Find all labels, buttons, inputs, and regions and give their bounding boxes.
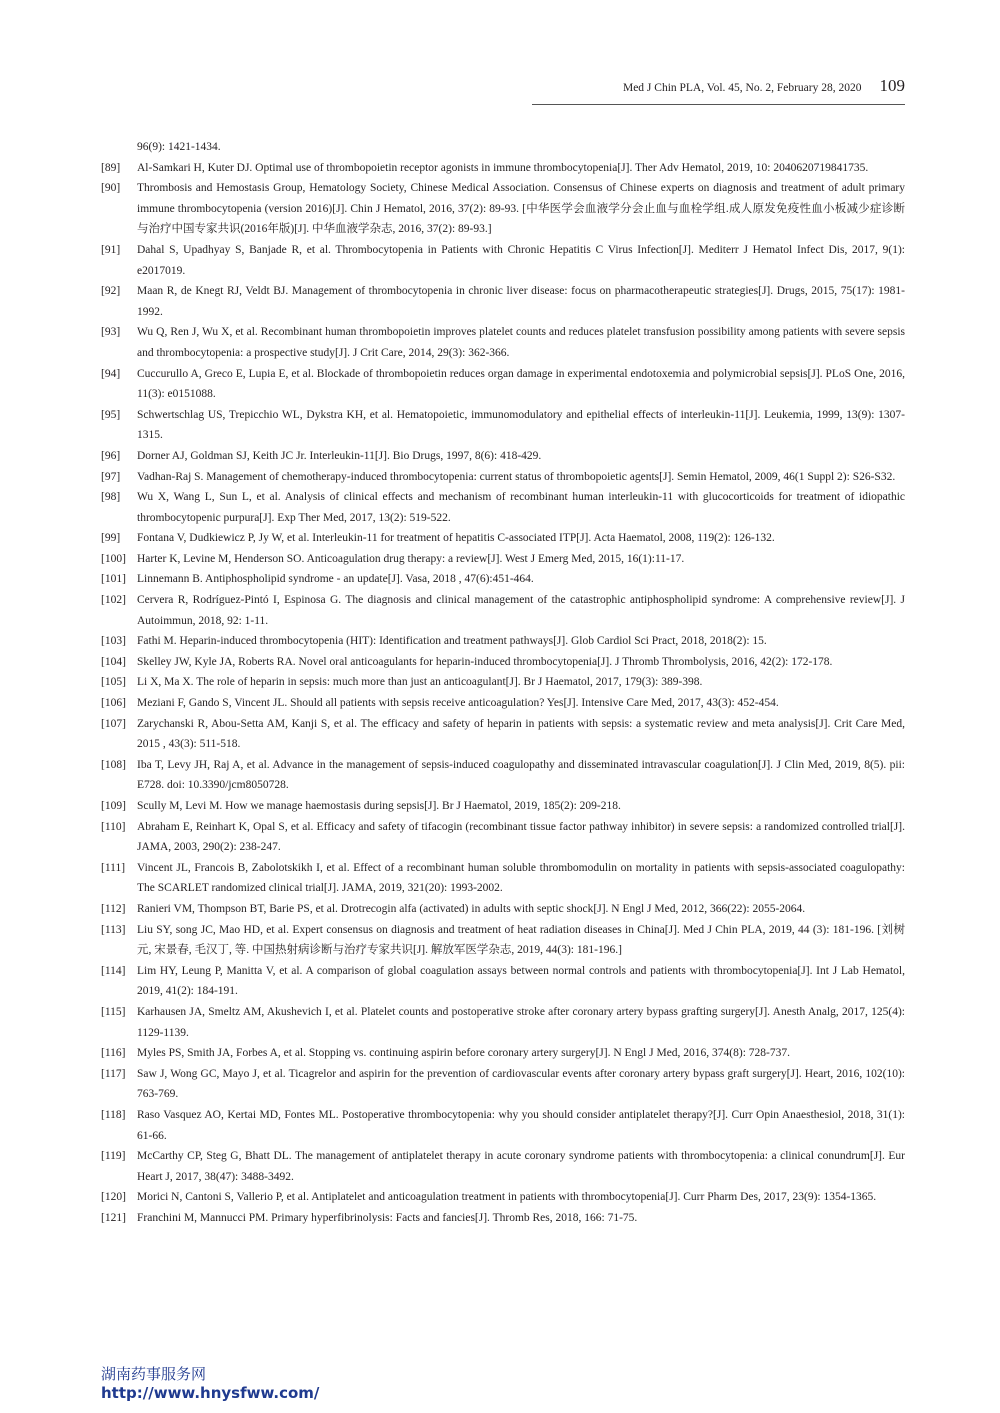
reference-text: Vadhan-Raj S. Management of chemotherapy-induced thrombocytopenia: current status of thrombopoietic agents[J]. Semin Hematol, 2009, 46(1 Suppl 2): S26-S32. [137, 470, 896, 483]
reference-item [101, 755, 905, 796]
reference-text: Meziani F, Gando S, Vincent JL. Should all patients with sepsis receive anticoagulation? Yes[J]. Intensive Care Med, 2017, 43(3): 452-454. [137, 697, 779, 710]
reference-item [101, 590, 905, 631]
page-number: 109 [879, 76, 905, 95]
reference-number: [116] [101, 1047, 126, 1060]
reference-number: [104] [101, 655, 126, 668]
reference-number: [108] [101, 758, 126, 771]
reference-item [101, 1105, 905, 1146]
reference-item [101, 281, 905, 322]
reference-number: [101] [101, 573, 126, 586]
reference-number: [89] [101, 161, 121, 174]
reference-item [101, 467, 905, 488]
reference-item [101, 961, 905, 1002]
reference-text: Li X, Ma X. The role of heparin in sepsis: much more than just an anticoagulant[J]. Br J Haematol, 2017, 179(3): 389-398. [137, 676, 703, 689]
reference-item [101, 672, 905, 693]
reference-number: [115] [101, 1005, 126, 1018]
reference-number: [110] [101, 820, 126, 833]
reference-text: Saw J, Wong GC, Mayo J, et al. Ticagrelor and aspirin for the prevention of cardiovascular events after coronary artery bypass graft surgery[J]. Heart, 2016, 102(10): 763-769. [137, 1067, 905, 1101]
reference-item [101, 858, 905, 899]
reference-text: Wu Q, Ren J, Wu X, et al. Recombinant human thrombopoietin improves platelet counts and reduces platelet transfusion possibility among patients with severe sepsis and thrombocytopenia: a prospective study[J]. J Crit Care, 2014, 29(3): 362-366. [137, 326, 905, 359]
reference-number: [118] [101, 1108, 126, 1121]
reference-text: Fathi M. Heparin-induced thrombocytopenia (HIT): Identification and treatment pathways[J]. Glob Cardiol Sci Pract, 2018, 2018(2): 15. [137, 635, 767, 648]
reference-continuation: 96(9): 1421-1434. [137, 141, 221, 153]
reference-text: Wu X, Wang L, Sun L, et al. Analysis of clinical effects and mechanism of recombinant human interleukin-11 with glucocorticoids for treatment of idiopathic thrombocytopenic purpura[J]. Exp Ther Med, 2017, 13(2): 519-522. [137, 491, 905, 524]
reference-text: Lim HY, Leung P, Manitta V, et al. A comparison of global coagulation assays between normal controls and patients with thrombocytopenia[J]. Int J Lab Hematol, 2019, 41(2): 184-191. [137, 964, 905, 998]
reference-text: Franchini M, Mannucci PM. Primary hyperfibrinolysis: Facts and fancies[J]. Thromb Res, 2018, 166: 71-75. [137, 1211, 638, 1224]
reference-text: Fontana V, Dudkiewicz P, Jy W, et al. Interleukin-11 for treatment of hepatitis C-associated ITP[J]. Acta Haematol, 2008, 119(2): 126-132. [137, 532, 775, 545]
reference-number: [121] [101, 1211, 126, 1224]
reference-item [101, 1043, 905, 1064]
reference-item [101, 1002, 905, 1043]
reference-item [101, 817, 905, 858]
reference-text: Cervera R, Rodríguez-Pintó I, Espinosa G. The diagnosis and clinical management of the catastrophic antiphospholipid syndrome: A comprehensive review[J]. J Autoimmun, 2018, 92: 1-11. [137, 594, 905, 627]
reference-number: [94] [101, 367, 121, 380]
reference-number: [97] [101, 470, 121, 483]
reference-number: [114] [101, 964, 126, 977]
reference-item [101, 796, 905, 817]
reference-text: Schwertschlag US, Trepicchio WL, Dykstra KH, et al. Hematopoietic, immunomodulatory and epithelial effects of interleukin-11[J]. Leukemia, 1999, 13(9): 1307-1315. [137, 408, 905, 442]
reference-item [101, 569, 905, 590]
reference-item [101, 322, 905, 363]
reference-number: [109] [101, 800, 126, 812]
reference-item [101, 652, 905, 673]
journal-citation: Med J Chin PLA, Vol. 45, No. 2, February 28, 2020 [622, 82, 862, 94]
reference-item [101, 405, 905, 446]
reference-entries [101, 158, 905, 1229]
reference-list [101, 137, 905, 1228]
reference-number: [90] [101, 182, 121, 195]
reference-number: [106] [101, 697, 126, 710]
reference-item [101, 240, 905, 281]
reference-number: [105] [101, 676, 126, 689]
reference-text: McCarthy CP, Steg G, Bhatt DL. The management of antiplatelet therapy in acute coronary syndrome patients with thrombocytopenia: a clinical conundrum[J]. Eur Heart J, 2017, 38(47): 3488-3492. [137, 1150, 905, 1183]
running-header [532, 76, 905, 105]
reference-text: Dorner AJ, Goldman SJ, Keith JC Jr. Interleukin-11[J]. Bio Drugs, 1997, 8(6): 418-429. [137, 449, 542, 462]
reference-text: Zarychanski R, Abou-Setta AM, Kanji S, et al. The efficacy and safety of heparin in patients with sepsis: a systematic review and meta analysis[J]. Crit Care Med, 2015 , 43(3): 511-518. [137, 717, 905, 751]
reference-item [101, 364, 905, 405]
reference-text: Harter K, Levine M, Henderson SO. Anticoagulation drug therapy: a review[J]. West J Emerg Med, 2015, 16(1):11-17. [137, 552, 685, 565]
site-name: 湖南药事服务网 [101, 1365, 207, 1383]
reference-text: Myles PS, Smith JA, Forbes A, et al. Stopping vs. continuing aspirin before coronary artery surgery[J]. N Engl J Med, 2016, 374(8): 728-737. [137, 1047, 790, 1060]
reference-item [101, 178, 905, 240]
reference-text: Morici N, Cantoni S, Vallerio P, et al. Antiplatelet and anticoagulation treatment in patients with thrombocytopenia[J]. Curr Pharm Des, 2017, 23(9): 1354-1365. [137, 1191, 877, 1204]
reference-item [101, 1064, 905, 1105]
reference-text: Scully M, Levi M. How we manage haemostasis during sepsis[J]. Br J Haematol, 2019, 185(2): 209-218. [137, 800, 621, 812]
reference-number: [120] [101, 1191, 126, 1204]
reference-number: [100] [101, 552, 126, 565]
reference-item [101, 528, 905, 549]
reference-text: Karhausen JA, Smeltz AM, Akushevich I, et al. Platelet counts and postoperative stroke after coronary artery bypass grafting surgery[J]. Anesth Analg, 2017, 125(4): 1129-1139. [137, 1005, 905, 1039]
reference-number: [113] [101, 923, 126, 936]
reference-text: Cuccurullo A, Greco E, Lupia E, et al. Blockade of thrombopoietin reduces organ damage in experimental endotoxemia and polymicrobial sepsis[J]. PLoS One, 2016, 11(3): e0151088. [137, 367, 905, 401]
reference-text: Ranieri VM, Thompson BT, Barie PS, et al. Drotrecogin alfa (activated) in adults with septic shock[J]. N Engl J Med, 2012, 366(22): 2055-2064. [137, 902, 806, 915]
reference-number: [96] [101, 449, 121, 462]
reference-number: [91] [101, 243, 121, 256]
reference-number: [119] [101, 1150, 126, 1163]
reference-text: Maan R, de Knegt RJ, Veldt BJ. Management of thrombocytopenia in chronic liver disease: focus on pharmacotherapeutic strategies[J]. Drugs, 2015, 75(17): 1981-1992. [137, 285, 905, 318]
reference-item [101, 714, 905, 755]
reference-number: [103] [101, 635, 126, 648]
reference-number: [98] [101, 491, 121, 504]
site-url-link[interactable]: http://www.hnysfww.com/ [101, 1384, 320, 1402]
reference-number: [93] [101, 326, 121, 339]
reference-item [101, 920, 905, 961]
reference-text: Dahal S, Upadhyay S, Banjade R, et al. Thrombocytopenia in Patients with Chronic Hepatitis C Virus Infection[J]. Mediterr J Hematol Infect Dis, 2017, 9(1): e2017019. [137, 243, 905, 277]
reference-item [101, 899, 905, 920]
watermark [101, 1365, 319, 1403]
reference-text: Liu SY, song JC, Mao HD, et al. Expert consensus on diagnosis and treatment of heat radiation diseases in China[J]. Med J Chin PLA, 2019, 44 (3): 181-196. [刘树元, 宋景春, 毛汉丁, 等. 中国热射病诊断与治疗专家共识[J]. 解放军医学杂志, 2019, 44(3): 181-196.] [137, 923, 905, 957]
reference-text: Vincent JL, Francois B, Zabolotskikh I, et al. Effect of a recombinant human soluble thrombomodulin on mortality in patients with sepsis-associated coagulopathy: The SCARLET randomized clinical trial[J]. JAMA, 2019, 321(20): 1993-2002. [137, 861, 905, 895]
reference-text: Abraham E, Reinhart K, Opal S, et al. Efficacy and safety of tifacogin (recombinant tissue factor pathway inhibitor) in severe sepsis: a randomized controlled trial[J]. JAMA, 2003, 290(2): 238-247. [137, 820, 905, 854]
reference-text: Iba T, Levy JH, Raj A, et al. Advance in the management of sepsis-induced coagulopathy and disseminated intravascular coagulation[J]. J Clin Med, 2019, 8(5). pii: E728. doi: 10.3390/jcm8050728. [137, 758, 905, 792]
reference-item [101, 1208, 905, 1229]
reference-number: [111] [101, 861, 126, 874]
reference-item [101, 631, 905, 652]
reference-text: Al-Samkari H, Kuter DJ. Optimal use of thrombopoietin receptor agonists in immune thrombocytopenia[J]. Ther Adv Hematol, 2019, 10: 2040620719841735. [137, 161, 869, 174]
reference-item [101, 158, 905, 179]
reference-number: [92] [101, 285, 121, 298]
reference-text: Thrombosis and Hemostasis Group, Hematology Society, Chinese Medical Association. Consensus of Chinese experts on diagnosis and treatment of adult primary immune thrombocytopenia (version 2016)[J]. Chin J Hematol, 2016, 37(2): 89-93. [中华医学会血液学分会止血与血栓学组.成人原发免疫性血小板减少症诊断与治疗中国专家共识(2016年版)[J]. 中华血液学杂志, 2016, 37(2): 89-93.] [137, 182, 905, 236]
reference-number: [95] [101, 408, 121, 421]
reference-text: Skelley JW, Kyle JA, Roberts RA. Novel oral anticoagulants for heparin-induced thrombocytopenia[J]. J Thromb Thrombolysis, 2016, 42(2): 172-178. [137, 655, 833, 668]
reference-number: [112] [101, 902, 126, 915]
reference-item [101, 1146, 905, 1187]
reference-number: [107] [101, 717, 126, 730]
reference-number: [102] [101, 594, 126, 607]
reference-item [101, 487, 905, 528]
reference-text: Linnemann B. Antiphospholipid syndrome - an update[J]. Vasa, 2018 , 47(6):451-464. [137, 573, 534, 586]
reference-item [101, 446, 905, 467]
reference-item [101, 1187, 905, 1208]
reference-item [101, 549, 905, 570]
reference-number: [99] [101, 532, 121, 545]
reference-text: Raso Vasquez AO, Kertai MD, Fontes ML. Postoperative thrombocytopenia: why you should consider antiplatelet therapy?[J]. Curr Opin Anaesthesiol, 2018, 31(1): 61-66. [137, 1108, 905, 1142]
reference-number: [117] [101, 1067, 126, 1080]
reference-item [101, 693, 905, 714]
